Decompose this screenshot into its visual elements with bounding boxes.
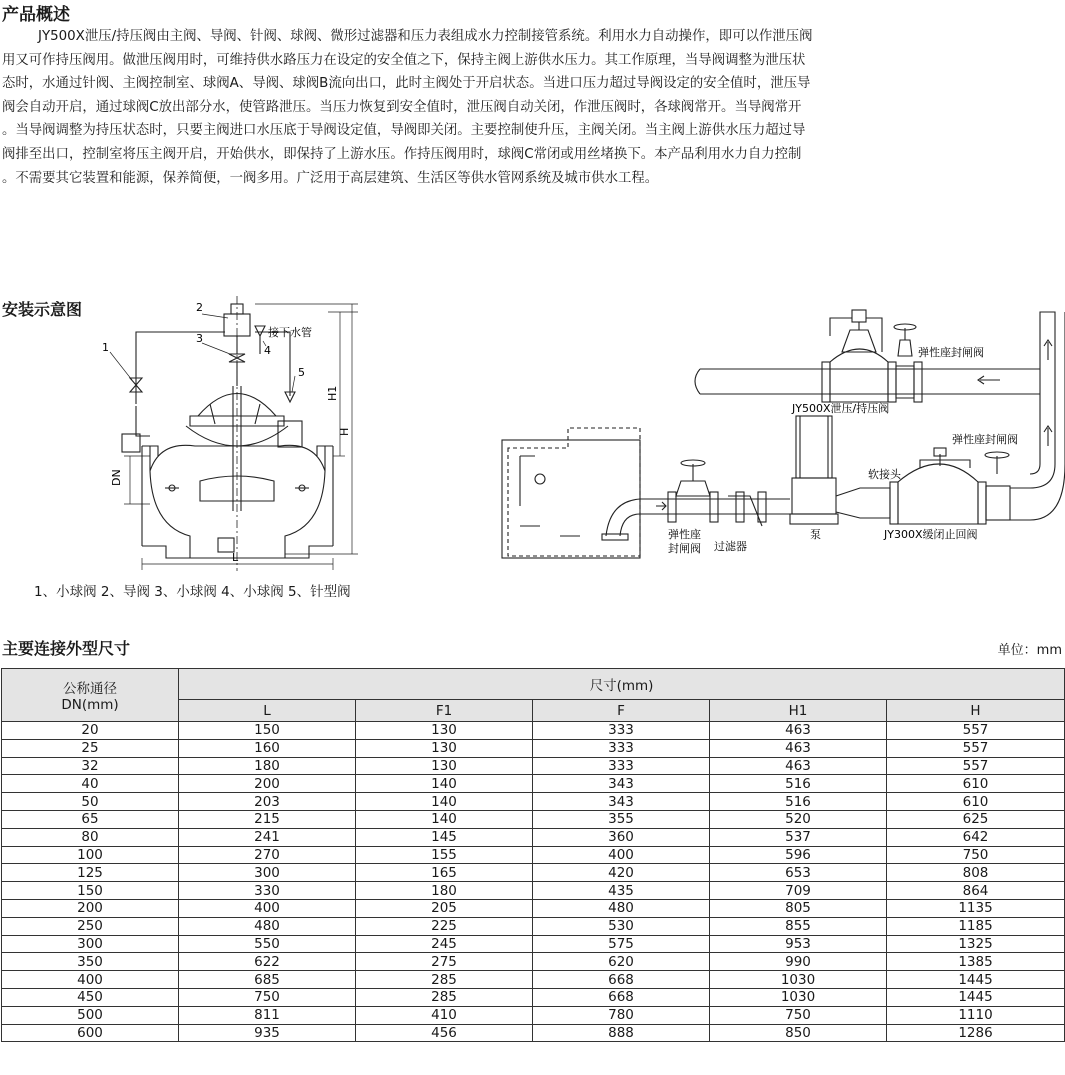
table-cell: 360 (533, 828, 710, 846)
table-cell: 80 (2, 828, 179, 846)
table-row (2, 899, 1065, 917)
table-row (2, 739, 1065, 757)
table-row (2, 775, 1065, 793)
table-cell: 130 (356, 739, 533, 757)
table-cell: 285 (356, 971, 533, 989)
table-cell: 1325 (887, 935, 1065, 953)
table-cell: 1445 (887, 988, 1065, 1006)
table-row (2, 722, 1065, 740)
table-cell: 215 (179, 810, 356, 828)
table-cell: 410 (356, 1006, 533, 1024)
table-cell: 200 (2, 899, 179, 917)
table-cell: 463 (710, 722, 887, 740)
table-cell: 343 (533, 793, 710, 811)
table-cell: 40 (2, 775, 179, 793)
table-row (2, 1006, 1065, 1024)
table-cell: 1135 (887, 899, 1065, 917)
overview-title: 产品概述 (2, 5, 70, 25)
label-5: 5 (298, 366, 305, 379)
table-cell: 343 (533, 775, 710, 793)
table-cell: 450 (2, 988, 179, 1006)
table-cell: 668 (533, 988, 710, 1006)
table-cell: 400 (533, 846, 710, 864)
col-header-h: H (887, 700, 1065, 722)
label-h1: H1 (326, 385, 339, 401)
table-cell: 350 (2, 953, 179, 971)
table-row (2, 810, 1065, 828)
table-row (2, 935, 1065, 953)
table-cell: 180 (356, 882, 533, 900)
overview-line: 用又可作持压阀用。做泄压阀用时，可维持供水路压力在设定的安全值之下，保持主阀上游供水压力。其工作原理，当导阀调整为泄压状 (2, 52, 806, 68)
label-gate-low-1: 弹性座 (668, 528, 701, 541)
table-cell: 888 (533, 1024, 710, 1042)
table-cell: 130 (356, 722, 533, 740)
table-cell: 864 (887, 882, 1065, 900)
table-cell: 160 (179, 739, 356, 757)
label-gate-low-2: 封闸阀 (668, 542, 701, 555)
install-caption: 1、小球阀 2、导阀 3、小球阀 4、小球阀 5、针型阀 (34, 584, 351, 600)
table-cell: 610 (887, 775, 1065, 793)
table-cell: 140 (356, 810, 533, 828)
overview-line: 。当导阀调整为持压状态时，只要主阀进口水压底于导阀设定值，导阀即关闭。主要控制使升压，主阀关闭。当主阀上游供水压力超过导 (2, 123, 806, 139)
label-4: 4 (264, 344, 271, 357)
unit-label: 单位：mm (997, 643, 1062, 658)
col-header-l: L (179, 700, 356, 722)
table-cell: 1445 (887, 971, 1065, 989)
table-cell: 668 (533, 971, 710, 989)
dimensions-title: 主要连接外型尺寸 (2, 639, 131, 658)
overview-line: 阀会自动开启，通过球阀C放出部分水，使管路泄压。当压力恢复到安全值时，泄压阀自动关闭，作泄压阀时，各球阀常开。当导阀常开 (2, 99, 802, 115)
label-check-valve: JY300X缓闭止回阀 (884, 528, 978, 541)
dn-header (2, 669, 179, 722)
label-2: 2 (196, 301, 203, 314)
table-cell: 620 (533, 953, 710, 971)
table-cell: 225 (356, 917, 533, 935)
table-cell: 1030 (710, 988, 887, 1006)
overview-line: 态时，水通过针阀、主阀控制室、球阀A、导阀、球阀B流向出口，此时主阀处于开启状态。当进口压力超过导阀设定的安全值时，泄压导 (2, 76, 811, 92)
col-header-f1: F1 (356, 700, 533, 722)
table-row (2, 917, 1065, 935)
table-cell: 155 (356, 846, 533, 864)
table-cell: 537 (710, 828, 887, 846)
table-row (2, 757, 1065, 775)
table-cell: 330 (179, 882, 356, 900)
table-cell: 150 (179, 722, 356, 740)
table-cell: 130 (356, 757, 533, 775)
table-cell: 780 (533, 1006, 710, 1024)
table-cell: 990 (710, 953, 887, 971)
label-pump: 泵 (810, 528, 821, 541)
table-cell: 750 (179, 988, 356, 1006)
table-cell: 300 (179, 864, 356, 882)
table-cell: 20 (2, 722, 179, 740)
table-cell: 180 (179, 757, 356, 775)
table-cell: 610 (887, 793, 1065, 811)
table-cell: 1110 (887, 1006, 1065, 1024)
label-gate-mid: 弹性座封闸阀 (952, 433, 1018, 446)
dimensions-table (1, 668, 1065, 1042)
table-cell: 557 (887, 757, 1065, 775)
table-row (2, 828, 1065, 846)
table-cell: 557 (887, 739, 1065, 757)
table-row (2, 793, 1065, 811)
table-cell: 203 (179, 793, 356, 811)
table-cell: 1286 (887, 1024, 1065, 1042)
table-cell: 65 (2, 810, 179, 828)
table-cell: 456 (356, 1024, 533, 1042)
table-cell: 145 (356, 828, 533, 846)
label-h: H (338, 427, 351, 436)
dn-header-line1: 公称通径 (63, 681, 117, 697)
label-l: L (232, 551, 239, 564)
table-cell: 685 (179, 971, 356, 989)
table-cell: 653 (710, 864, 887, 882)
table-cell: 811 (179, 1006, 356, 1024)
table-cell: 100 (2, 846, 179, 864)
table-cell: 709 (710, 882, 887, 900)
table-cell: 575 (533, 935, 710, 953)
overview-line: 。不需要其它装置和能源，保养简便，一阀多用。广泛用于高层建筑、生活区等供水管网系统及城市供水工程。 (2, 170, 659, 186)
table-cell: 165 (356, 864, 533, 882)
table-cell: 140 (356, 775, 533, 793)
table-row (2, 846, 1065, 864)
label-3: 3 (196, 332, 203, 345)
pipeline-scheme-drawing (500, 296, 1065, 566)
table-cell: 50 (2, 793, 179, 811)
table-cell: 622 (179, 953, 356, 971)
table-cell: 275 (356, 953, 533, 971)
table-row (2, 864, 1065, 882)
table-row (2, 1024, 1065, 1042)
table-cell: 480 (533, 899, 710, 917)
table-row (2, 988, 1065, 1006)
size-group-header: 尺寸(mm) (179, 669, 1065, 700)
table-cell: 333 (533, 757, 710, 775)
table-cell: 935 (179, 1024, 356, 1042)
table-cell: 250 (2, 917, 179, 935)
table-cell: 530 (533, 917, 710, 935)
table-cell: 463 (710, 757, 887, 775)
label-gate-top: 弹性座封闸阀 (918, 346, 984, 359)
overview-line: JY500X泄压/持压阀由主阀、导阀、针阀、球阀、微形过滤器和压力表组成水力控制接管系统。利用水力自动操作，即可以作泄压阀 (38, 29, 813, 44)
table-row (2, 882, 1065, 900)
table-cell: 300 (2, 935, 179, 953)
table-cell: 1030 (710, 971, 887, 989)
table-cell: 625 (887, 810, 1065, 828)
table-cell: 855 (710, 917, 887, 935)
table-cell: 480 (179, 917, 356, 935)
table-cell: 516 (710, 793, 887, 811)
label-drain: 接下水管 (268, 326, 312, 339)
valve-section-drawing (90, 296, 380, 578)
label-soft-joint: 软接头 (868, 468, 901, 481)
table-cell: 241 (179, 828, 356, 846)
label-filter: 过滤器 (714, 540, 747, 553)
table-cell: 550 (179, 935, 356, 953)
table-cell: 596 (710, 846, 887, 864)
table-cell: 400 (179, 899, 356, 917)
table-cell: 125 (2, 864, 179, 882)
table-cell: 953 (710, 935, 887, 953)
table-cell: 1185 (887, 917, 1065, 935)
table-cell: 750 (710, 1006, 887, 1024)
label-valve-main: JY500X泄压/持压阀 (792, 402, 890, 415)
table-cell: 32 (2, 757, 179, 775)
table-cell: 500 (2, 1006, 179, 1024)
table-cell: 805 (710, 899, 887, 917)
table-cell: 200 (179, 775, 356, 793)
table-cell: 642 (887, 828, 1065, 846)
col-header-h1: H1 (710, 700, 887, 722)
table-cell: 150 (2, 882, 179, 900)
table-cell: 557 (887, 722, 1065, 740)
table-cell: 355 (533, 810, 710, 828)
dn-header-line2: DN(mm) (61, 697, 119, 713)
table-cell: 25 (2, 739, 179, 757)
table-cell: 270 (179, 846, 356, 864)
table-cell: 333 (533, 722, 710, 740)
table-cell: 245 (356, 935, 533, 953)
table-row (2, 971, 1065, 989)
table-cell: 463 (710, 739, 887, 757)
table-cell: 400 (2, 971, 179, 989)
overview-paragraph (2, 25, 1064, 190)
table-cell: 850 (710, 1024, 887, 1042)
table-cell: 520 (710, 810, 887, 828)
install-title: 安装示意图 (2, 300, 83, 319)
table-cell: 333 (533, 739, 710, 757)
table-cell: 1385 (887, 953, 1065, 971)
table-cell: 420 (533, 864, 710, 882)
table-row (2, 953, 1065, 971)
table-cell: 600 (2, 1024, 179, 1042)
table-cell: 285 (356, 988, 533, 1006)
overview-line: 阀排至出口，控制室将压主阀开启，开始供水，即保持了上游水压。作持压阀用时，球阀C常闭或用丝堵换下。本产品利用水力自力控制 (2, 146, 802, 162)
table-cell: 750 (887, 846, 1065, 864)
table-cell: 205 (356, 899, 533, 917)
label-dn: DN (110, 469, 123, 486)
table-cell: 516 (710, 775, 887, 793)
table-cell: 435 (533, 882, 710, 900)
col-header-f: F (533, 700, 710, 722)
table-cell: 808 (887, 864, 1065, 882)
label-1: 1 (102, 341, 109, 354)
table-cell: 140 (356, 793, 533, 811)
